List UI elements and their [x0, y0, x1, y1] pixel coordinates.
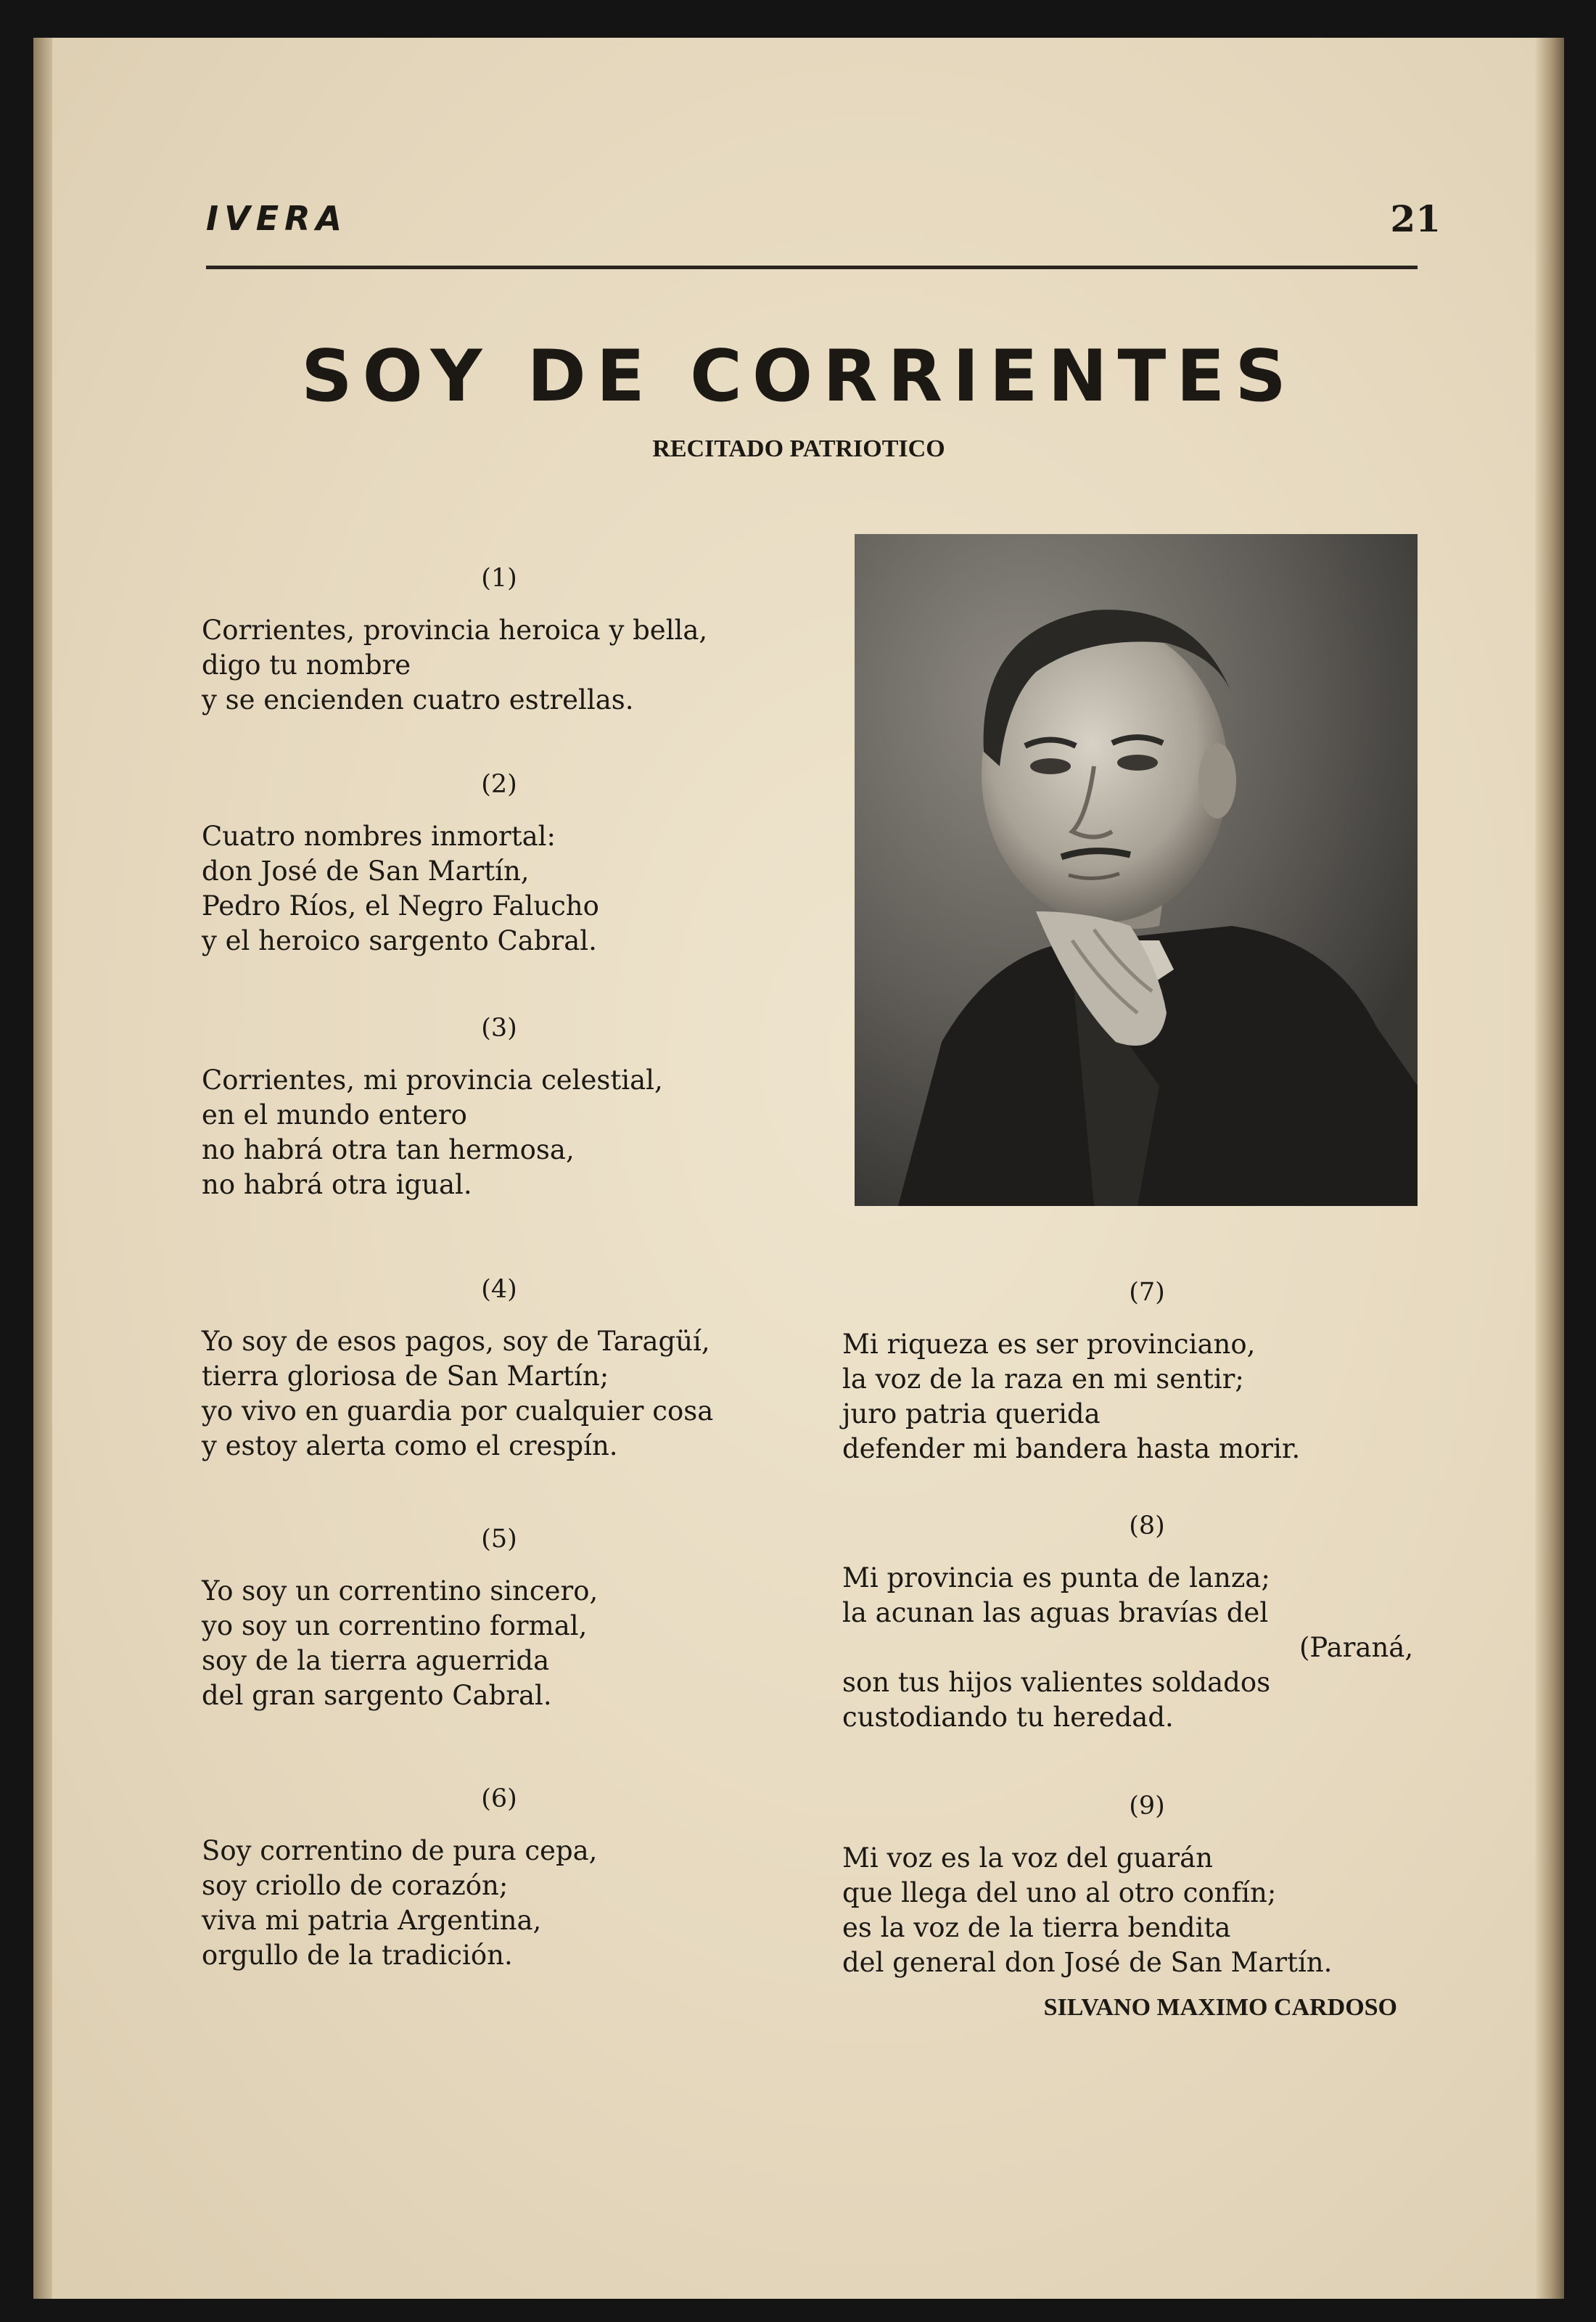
verse-line: en el mundo entero — [202, 1099, 467, 1131]
verse-line: orgullo de la tradición. — [202, 1940, 513, 1971]
verse-line: soy de la tierra aguerrida — [202, 1645, 550, 1676]
verse-line: no habrá otra igual. — [202, 1169, 472, 1200]
verse-line: Cuatro nombres inmortal: — [202, 821, 556, 852]
verse-line: defender mi bandera hasta morir. — [842, 1433, 1301, 1464]
verse-line: que llega del uno al otro confín; — [842, 1877, 1277, 1908]
verse-line: tierra gloriosa de San Martín; — [202, 1361, 609, 1392]
author-portrait-photo — [855, 534, 1418, 1206]
author-name: SILVANO MAXIMO CARDOSO — [1043, 1994, 1397, 2021]
verse-line: la acunan las aguas bravías del — [842, 1597, 1269, 1628]
stanza-5 — [202, 1527, 797, 1713]
verse-line: la voz de la raza en mi sentir; — [842, 1363, 1244, 1395]
verse-line: son tus hijos valientes soldados — [842, 1667, 1271, 1698]
verse-line: don José de San Martín, — [202, 856, 530, 887]
verse-line: digo tu nombre — [202, 649, 411, 681]
verse-line: yo vivo en guardia por cualquier cosa — [202, 1395, 714, 1427]
header-rule — [206, 266, 1418, 269]
stanza-number: (7) — [1129, 1278, 1165, 1307]
verse-line: (Paraná, — [1299, 1632, 1414, 1663]
verse-line: Mi voz es la voz del guarán — [842, 1842, 1213, 1874]
poem-subtitle: RECITADO PATRIOTICO — [652, 435, 945, 462]
verse-line: soy criollo de corazón; — [202, 1870, 509, 1901]
running-head: IVERA — [206, 199, 348, 238]
verse-line: Soy correntino de pura cepa, — [202, 1835, 598, 1866]
verse-line: Pedro Ríos, el Negro Falucho — [202, 890, 599, 922]
verse-line: Corrientes, mi provincia celestial, — [202, 1064, 663, 1096]
stanza-9 — [842, 1794, 1452, 1980]
stanza-number: (1) — [481, 564, 517, 593]
verse-line: no habrá otra tan hermosa, — [202, 1134, 575, 1165]
stanza-number: (3) — [481, 1014, 517, 1043]
verse-line: Mi provincia es punta de lanza; — [842, 1562, 1270, 1593]
verse-line: Yo soy de esos pagos, soy de Taragüí, — [202, 1326, 710, 1357]
stanza-number: (9) — [1129, 1792, 1165, 1821]
stanza-7 — [842, 1280, 1452, 1466]
stanza-2 — [202, 772, 797, 959]
stanza-number: (4) — [481, 1275, 517, 1304]
stanza-4 — [202, 1277, 797, 1464]
book-page — [33, 38, 1564, 2299]
verse-line: y se encienden cuatro estrellas. — [202, 684, 634, 715]
verse-line: y estoy alerta como el crespín. — [202, 1430, 618, 1461]
verse-line: Mi riqueza es ser provinciano, — [842, 1329, 1256, 1360]
verse-line: custodiando tu heredad. — [842, 1702, 1174, 1733]
verse-line: Yo soy un correntino sincero, — [202, 1575, 598, 1607]
verse-line: del gran sargento Cabral. — [202, 1680, 552, 1711]
stanza-6 — [202, 1786, 797, 1973]
verse-line: del general don José de San Martín. — [842, 1947, 1333, 1978]
verse-line: Corrientes, provincia heroica y bella, — [202, 615, 708, 646]
verse-line: y el heroico sargento Cabral. — [202, 925, 597, 956]
stanza-3 — [202, 1016, 797, 1202]
verse-line: es la voz de la tierra bendita — [842, 1912, 1231, 1943]
verse-line: yo soy un correntino formal, — [202, 1610, 588, 1641]
stanza-number: (2) — [481, 770, 517, 799]
stanza-1 — [202, 566, 797, 718]
stanza-number: (6) — [481, 1784, 517, 1813]
verse-line: viva mi patria Argentina, — [202, 1905, 542, 1936]
stanza-number: (8) — [1129, 1511, 1165, 1541]
poem-title: SOY DE CORRIENTES — [301, 335, 1296, 418]
stanza-8 — [842, 1511, 1452, 1735]
verse-line: juro patria querida — [842, 1398, 1101, 1429]
page-number: 21 — [1390, 197, 1441, 240]
stanza-number: (5) — [481, 1525, 517, 1554]
